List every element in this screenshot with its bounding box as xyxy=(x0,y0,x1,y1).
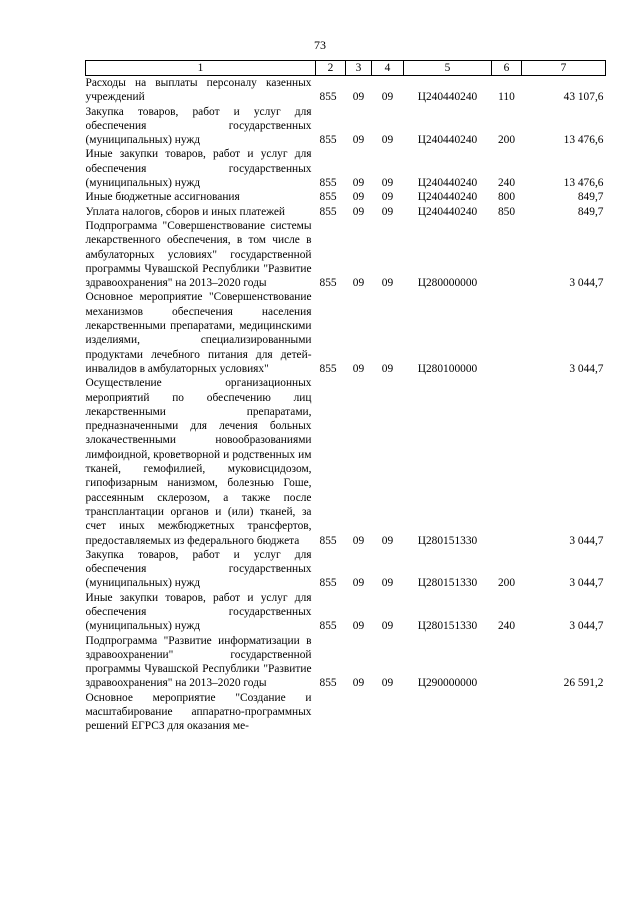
table-row xyxy=(86,190,606,204)
row-expense-type: 110 xyxy=(498,91,515,104)
row-section: 09 xyxy=(352,134,365,147)
row-expense-type: 850 xyxy=(497,205,516,218)
row-amount: 13 476,6 xyxy=(563,134,604,147)
header-col-6: 6 xyxy=(492,61,522,76)
row-amount: 3 044,7 xyxy=(569,620,604,633)
header-col-7: 7 xyxy=(522,61,606,76)
table-row xyxy=(86,548,606,591)
row-section xyxy=(346,691,372,734)
row-subsection: 09 xyxy=(381,620,394,633)
row-name: Закупка товаров, работ и услуг для обеспечения государственных (муниципальных) нужд xyxy=(85,105,312,147)
row-target-article: Ц280151330 xyxy=(417,577,478,590)
table-row xyxy=(86,691,606,734)
row-name: Осуществление организационных мероприятий по обеспечению лиц лекарственными препаратами, предназначенными для лечения больных злокачественными новообразованиями лимфоидной, кроветворной и родственных им тканей, гемофилией, муковисцидозом, гипофизарным нанизмом, болезнью Гоше, рассеянным склерозом, а также после трансплантации органов и (или) тканей, за счет иных межбюджетных трансфертов, предоставляемых из федерального бюджета xyxy=(85,377,312,547)
table-row xyxy=(86,634,606,691)
row-amount: 849,7 xyxy=(577,205,604,218)
row-ministry-code: 855 xyxy=(319,134,337,147)
page-number: 73 xyxy=(314,38,326,52)
row-section: 09 xyxy=(352,277,365,290)
budget-table xyxy=(85,60,606,734)
row-subsection: 09 xyxy=(381,134,394,147)
row-section: 09 xyxy=(352,577,365,590)
row-amount: 13 476,6 xyxy=(563,177,604,190)
row-section: 09 xyxy=(352,362,365,375)
row-expense-type: 200 xyxy=(497,134,516,147)
row-section: 09 xyxy=(352,91,365,104)
row-amount: 3 044,7 xyxy=(569,362,604,375)
row-amount: 3 044,7 xyxy=(569,277,604,290)
table-row xyxy=(86,105,606,148)
table-row xyxy=(86,205,606,219)
row-amount: 43 107,6 xyxy=(563,91,604,104)
row-section: 09 xyxy=(352,177,365,190)
row-name: Иные бюджетные ассигнования xyxy=(85,191,240,204)
row-expense-type: 200 xyxy=(497,577,516,590)
table-row xyxy=(86,219,606,290)
row-target-article: Ц280100000 xyxy=(417,362,478,375)
row-subsection: 09 xyxy=(381,577,394,590)
row-section: 09 xyxy=(352,205,365,218)
row-name: Подпрограмма "Развитие информатизации в здравоохранении" государственной программы Чувашской Республики "Развитие здравоохранения" на 2013–2020 годы xyxy=(85,634,312,690)
header-col-4: 4 xyxy=(372,61,404,76)
row-ministry-code: 855 xyxy=(319,191,337,204)
row-amount: 849,7 xyxy=(577,191,604,204)
header-col-2: 2 xyxy=(316,61,346,76)
header-col-3: 3 xyxy=(346,61,372,76)
row-ministry-code: 855 xyxy=(319,534,337,547)
header-col-1: 1 xyxy=(86,61,316,76)
row-expense-type: 240 xyxy=(497,620,516,633)
row-target-article: Ц240440240 xyxy=(417,91,478,104)
row-target-article xyxy=(404,691,492,734)
row-target-article: Ц280151330 xyxy=(417,620,478,633)
row-expense-type xyxy=(492,634,522,691)
row-expense-type xyxy=(492,219,522,290)
row-target-article: Ц240440240 xyxy=(417,191,478,204)
row-subsection: 09 xyxy=(381,91,394,104)
row-ministry-code: 855 xyxy=(319,577,337,590)
row-name: Подпрограмма "Совершенствование системы лекарственного обеспечения, в том числе в амбулаторных условиях" государственной программы Чувашской Республики "Развитие здравоохранения" на 2013–2020 годы xyxy=(85,219,312,290)
row-ministry-code xyxy=(316,691,346,734)
table-row xyxy=(86,147,606,190)
row-name: Основное мероприятие "Создание и масштабирование аппаратно-программных решений ЕГРСЗ для оказания ме- xyxy=(85,691,312,733)
row-ministry-code: 855 xyxy=(319,620,337,633)
header-col-5: 5 xyxy=(404,61,492,76)
row-target-article: Ц240440240 xyxy=(417,205,478,218)
row-target-article: Ц240440240 xyxy=(417,134,478,147)
row-name: Расходы на выплаты персоналу казенных учреждений xyxy=(85,77,312,104)
row-section: 09 xyxy=(352,677,365,690)
row-name: Уплата налогов, сборов и иных платежей xyxy=(85,205,285,218)
row-target-article: Ц240440240 xyxy=(417,177,478,190)
row-subsection: 09 xyxy=(381,362,394,375)
table-row xyxy=(86,76,606,105)
row-ministry-code: 855 xyxy=(319,91,337,104)
row-amount xyxy=(522,691,606,734)
row-ministry-code: 855 xyxy=(319,205,337,218)
row-name: Иные закупки товаров, работ и услуг для обеспечения государственных (муниципальных) нужд xyxy=(85,591,312,633)
row-amount: 3 044,7 xyxy=(569,534,604,547)
row-subsection: 09 xyxy=(381,191,394,204)
table-row xyxy=(86,376,606,548)
row-expense-type xyxy=(492,691,522,734)
row-expense-type: 800 xyxy=(497,191,516,204)
row-ministry-code: 855 xyxy=(319,677,337,690)
row-section: 09 xyxy=(352,620,365,633)
row-amount: 26 591,2 xyxy=(563,677,604,690)
row-ministry-code: 855 xyxy=(319,277,337,290)
row-subsection: 09 xyxy=(381,534,394,547)
table-row xyxy=(86,591,606,634)
header-row xyxy=(86,61,606,76)
row-ministry-code: 855 xyxy=(319,177,337,190)
row-expense-type: 240 xyxy=(497,177,516,190)
row-ministry-code: 855 xyxy=(319,362,337,375)
row-target-article: Ц290000000 xyxy=(417,677,478,690)
row-expense-type xyxy=(492,376,522,548)
row-subsection: 09 xyxy=(381,177,394,190)
row-expense-type xyxy=(492,290,522,376)
table-row xyxy=(86,290,606,376)
row-target-article: Ц280151330 xyxy=(417,534,478,547)
row-amount: 3 044,7 xyxy=(569,577,604,590)
row-name: Иные закупки товаров, работ и услуг для обеспечения государственных (муниципальных) нужд xyxy=(85,148,312,190)
row-section: 09 xyxy=(352,191,365,204)
row-subsection xyxy=(372,691,404,734)
row-subsection: 09 xyxy=(381,277,394,290)
row-subsection: 09 xyxy=(381,677,394,690)
row-name: Основное мероприятие "Совершенствование механизмов обеспечения населения лекарственными препаратами, медицинскими изделиями, специализированными продуктами лечебного питания для детей-инвалидов в амбулаторных условиях" xyxy=(85,291,312,375)
row-section: 09 xyxy=(352,534,365,547)
row-name: Закупка товаров, работ и услуг для обеспечения государственных (муниципальных) нужд xyxy=(85,548,312,590)
row-target-article: Ц280000000 xyxy=(417,277,478,290)
row-subsection: 09 xyxy=(381,205,394,218)
